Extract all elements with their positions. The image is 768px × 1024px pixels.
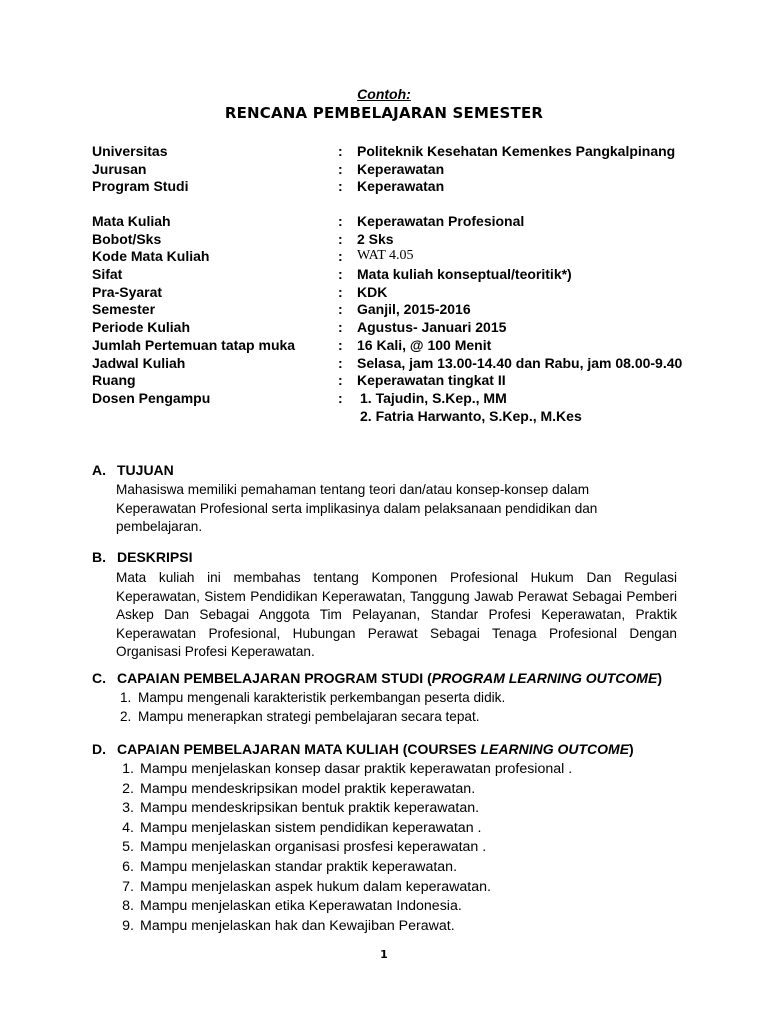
list-number: 1. (122, 761, 134, 777)
list-item (120, 859, 677, 879)
section-title-italic: PROGRAM LEARNING OUTCOME (431, 670, 658, 686)
paragraph-line: pembelajaran. (116, 519, 203, 535)
info-label: Mata Kuliah (92, 213, 171, 229)
info-label: Dosen Pengampu (92, 389, 211, 406)
list-item (120, 820, 677, 840)
info-group-institution (92, 143, 712, 196)
info-group-course (92, 213, 712, 425)
info-colon: : (338, 248, 343, 265)
list-number: 4. (122, 819, 134, 836)
section-course-learning-outcome (92, 741, 677, 937)
list-item (120, 839, 677, 859)
info-value: Keperawatan (357, 178, 445, 195)
info-label: Program Studi (92, 178, 189, 195)
info-colon: : (338, 213, 343, 229)
section-heading (92, 741, 677, 761)
section-paragraph: Mata kuliah ini membahas tentang Komponen Profesional Hukum Dan Regulasi Keperawatan, Sistem Pendidikan Keperawatan, Tanggung Jawab Perawat Sebagai Pemberi Askep Dan Sebagai Anggota Tim Pelayanan, Standar Profesi Keperawatan, Praktik Keperawatan Profesional, Hubungan Perawat Sebagai Tenaga Profesional Dengan Organisasi Profesi Keperawatan. (116, 570, 677, 660)
section-tujuan (92, 462, 677, 537)
document-subtitle: Contoh: (357, 86, 411, 102)
section-letter: C. (92, 670, 106, 686)
info-row-jumlah-pertemuan (92, 337, 712, 355)
list-number: 5. (122, 839, 134, 856)
list-item (120, 879, 677, 899)
list-text: Mampu menjelaskan sistem pendidikan keperawatan . (140, 819, 482, 836)
list-item (120, 690, 677, 709)
list-number: 2. (120, 708, 132, 724)
info-colon: : (338, 160, 343, 177)
info-value: Keperawatan tingkat II (357, 372, 506, 389)
info-colon: : (338, 336, 343, 353)
info-colon: : (338, 178, 343, 195)
list-text: Mampu menjelaskan standar praktik keperawatan. (140, 858, 458, 875)
info-value: KDK (357, 283, 388, 300)
list-number: 9. (122, 917, 134, 934)
info-colon: : (338, 266, 343, 283)
list-number: 1. (120, 690, 132, 705)
section-title-end: ) (657, 670, 662, 686)
info-colon: : (338, 230, 343, 247)
list-text: Mampu menjelaskan etika Keperawatan Indonesia. (140, 898, 462, 915)
info-label: Pra-Syarat (92, 283, 163, 300)
list-text: Mampu menjelaskan organisasi prosfesi keperawatan . (140, 839, 487, 856)
info-row-mata-kuliah (92, 213, 712, 231)
list-text: Mampu menjelaskan hak dan Kewajiban Perawat. (140, 917, 455, 934)
info-row-jurusan (92, 161, 712, 179)
section-heading (92, 549, 677, 569)
list-number: 6. (122, 858, 134, 875)
section-title: CAPAIAN PEMBELAJARAN PROGRAM STUDI ( (117, 670, 432, 686)
list-text: Mampu mendeskripsikan bentuk praktik keperawatan. (140, 800, 480, 817)
list-item (120, 898, 677, 918)
section-program-learning-outcome (92, 670, 677, 727)
info-colon: : (338, 143, 343, 159)
list-item (120, 918, 677, 938)
info-value: 16 Kali, @ 100 Menit (357, 336, 492, 353)
section-title: TUJUAN (117, 462, 174, 478)
section-heading (92, 670, 677, 690)
list-number: 7. (122, 878, 134, 895)
list-number: 8. (122, 898, 134, 915)
info-row-jadwal-kuliah (92, 355, 712, 373)
info-label: Jumlah Pertemuan tatap muka (92, 336, 296, 353)
section-heading (92, 462, 677, 482)
info-value: 2 Sks (357, 230, 394, 247)
section-letter: D. (92, 741, 106, 757)
outcome-list (120, 690, 677, 727)
info-label: Sifat (92, 266, 123, 283)
info-row-periode-kuliah (92, 319, 712, 337)
section-letter: B. (92, 549, 106, 565)
info-value: 1. Tajudin, S.Kep., MM (360, 389, 507, 406)
paragraph-line: Mahasiswa memiliki pemahaman tentang teori dan/atau konsep-konsep dalam (116, 482, 590, 497)
document-title: RENCANA PEMBELAJARAN SEMESTER (224, 104, 544, 122)
info-value: Keperawatan Profesional (357, 213, 525, 229)
info-row-dosen-pengampu-2 (92, 408, 712, 426)
info-value: Mata kuliah konseptual/teoritik*) (357, 266, 572, 283)
section-deskripsi (92, 549, 677, 662)
info-row-kode-mata-kuliah (92, 248, 712, 266)
info-value: WAT 4.05 (357, 248, 414, 264)
section-letter: A. (92, 462, 106, 478)
section-title-italic: LEARNING OUTCOME (480, 741, 630, 757)
list-number: 2. (122, 780, 134, 797)
info-value: Selasa, jam 13.00-14.40 dan Rabu, jam 08.00-9.40 (357, 354, 683, 371)
info-row-sifat (92, 266, 712, 284)
info-row-program-studi (92, 178, 712, 196)
info-label: Jadwal Kuliah (92, 354, 186, 371)
paragraph-line: Keperawatan Profesional serta implikasinya dalam pelaksanaan pendidikan dan (116, 500, 598, 516)
list-text: Mampu menerapkan strategi pembelajaran secara tepat. (138, 708, 480, 724)
list-text: Mampu menjelaskan aspek hukum dalam keperawatan. (140, 878, 491, 895)
list-number: 3. (122, 800, 134, 817)
list-item (120, 761, 677, 781)
info-label: Jurusan (92, 160, 147, 177)
info-colon: : (338, 354, 343, 371)
section-paragraph (116, 481, 677, 537)
info-value: Keperawatan (357, 160, 445, 177)
info-colon: : (338, 301, 343, 318)
info-label: Bobot/Sks (92, 230, 162, 247)
info-row-bobot-sks (92, 231, 712, 249)
info-row-pra-syarat (92, 284, 712, 302)
info-label: Semester (92, 301, 156, 318)
list-item (120, 800, 677, 820)
section-title: CAPAIAN PEMBELAJARAN MATA KULIAH (COURSES (117, 741, 481, 757)
info-label: Ruang (92, 372, 136, 389)
info-value: Ganjil, 2015-2016 (357, 301, 471, 318)
info-value: Politeknik Kesehatan Kemenkes Pangkalpinang (357, 143, 676, 159)
info-colon: : (338, 283, 343, 300)
list-item (120, 709, 677, 728)
list-item (120, 781, 677, 801)
info-colon: : (338, 319, 343, 336)
section-title: DESKRIPSI (117, 549, 193, 565)
info-colon: : (338, 372, 343, 389)
info-value: 2. Fatria Harwanto, S.Kep., M.Kes (360, 407, 582, 424)
list-text: Mampu mengenali karakteristik perkembangan peserta didik. (138, 690, 506, 705)
info-colon: : (338, 389, 343, 406)
info-row-dosen-pengampu (92, 390, 712, 408)
page-number: 1 (380, 948, 388, 961)
info-label: Periode Kuliah (92, 319, 191, 336)
info-label: Kode Mata Kuliah (92, 248, 210, 265)
list-text: Mampu menjelaskan konsep dasar praktik keperawatan profesional . (140, 761, 573, 777)
info-row-ruang (92, 372, 712, 390)
info-row-universitas (92, 143, 712, 161)
outcome-list (120, 761, 677, 937)
info-row-semester (92, 301, 712, 319)
info-value: Agustus- Januari 2015 (357, 319, 507, 336)
list-text: Mampu mendeskripsikan model praktik keperawatan. (140, 780, 476, 797)
section-title-end: ) (629, 741, 634, 757)
info-label: Universitas (92, 143, 168, 159)
